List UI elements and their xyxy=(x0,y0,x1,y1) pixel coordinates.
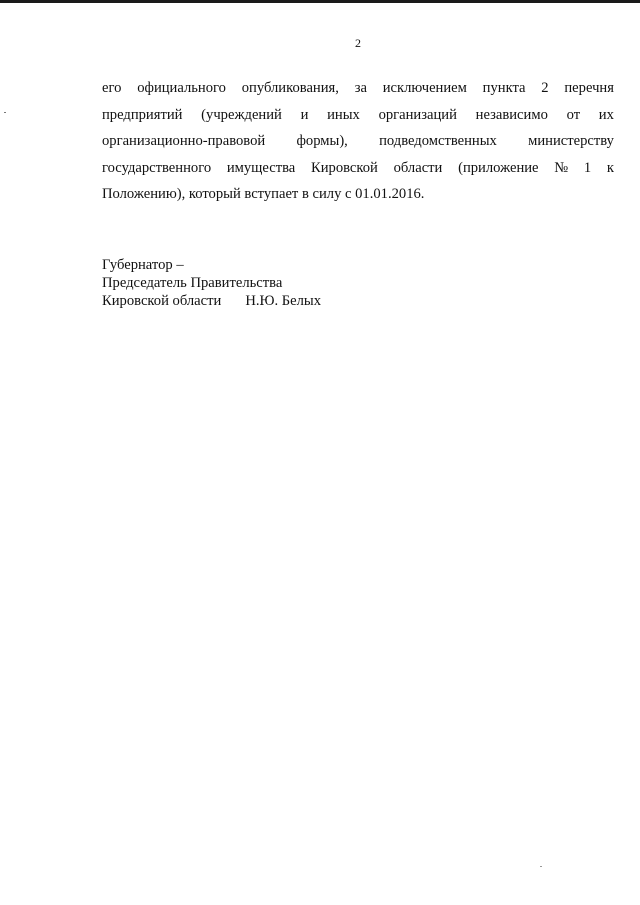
signature-position: Председатель Правительства xyxy=(102,275,283,291)
word: независимо xyxy=(475,106,548,123)
signatory-name: Н.Ю. Белых xyxy=(245,293,322,309)
body-line xyxy=(102,155,614,182)
signature-block xyxy=(102,256,321,310)
word: предприятий xyxy=(102,106,183,123)
word: пункта xyxy=(482,80,526,96)
signature-title: Губернатор – xyxy=(102,257,184,273)
word: министерству xyxy=(528,133,614,149)
word: перечня xyxy=(564,80,614,96)
document-body xyxy=(102,75,614,208)
word: подведомственных xyxy=(379,133,497,149)
word: опубликования, xyxy=(241,80,339,96)
signature-region: Кировской области xyxy=(102,293,222,309)
word: Положению), который вступает в силу с 01.01.2016. xyxy=(102,186,425,202)
word: исключением xyxy=(382,80,467,96)
body-line xyxy=(102,128,614,155)
word: формы), xyxy=(296,133,348,149)
body-line xyxy=(102,75,614,102)
word: № xyxy=(554,159,569,176)
word: организаций xyxy=(378,106,457,123)
body-line xyxy=(102,102,614,129)
word: области xyxy=(393,159,443,176)
word: (приложение xyxy=(458,159,539,176)
word: его xyxy=(102,80,122,96)
word: иных xyxy=(327,106,360,123)
word: к xyxy=(606,159,614,176)
top-border-line xyxy=(0,0,640,3)
word: (учреждений xyxy=(201,106,282,123)
word: государственного xyxy=(102,159,212,176)
word: их xyxy=(598,106,614,123)
word: Кировской xyxy=(310,159,378,176)
word: 1 xyxy=(583,159,592,176)
word: имущества xyxy=(226,159,296,176)
word: и xyxy=(300,106,309,123)
word: официального xyxy=(137,80,226,96)
word: организационно-правовой xyxy=(102,133,266,149)
page-number: 2 xyxy=(355,36,361,50)
body-line-last xyxy=(102,181,614,208)
word: 2 xyxy=(541,80,549,96)
word: от xyxy=(566,106,581,123)
word: за xyxy=(354,80,367,96)
scan-artifact xyxy=(4,112,6,113)
scan-artifact xyxy=(540,866,542,867)
signature-region-line xyxy=(102,292,321,310)
